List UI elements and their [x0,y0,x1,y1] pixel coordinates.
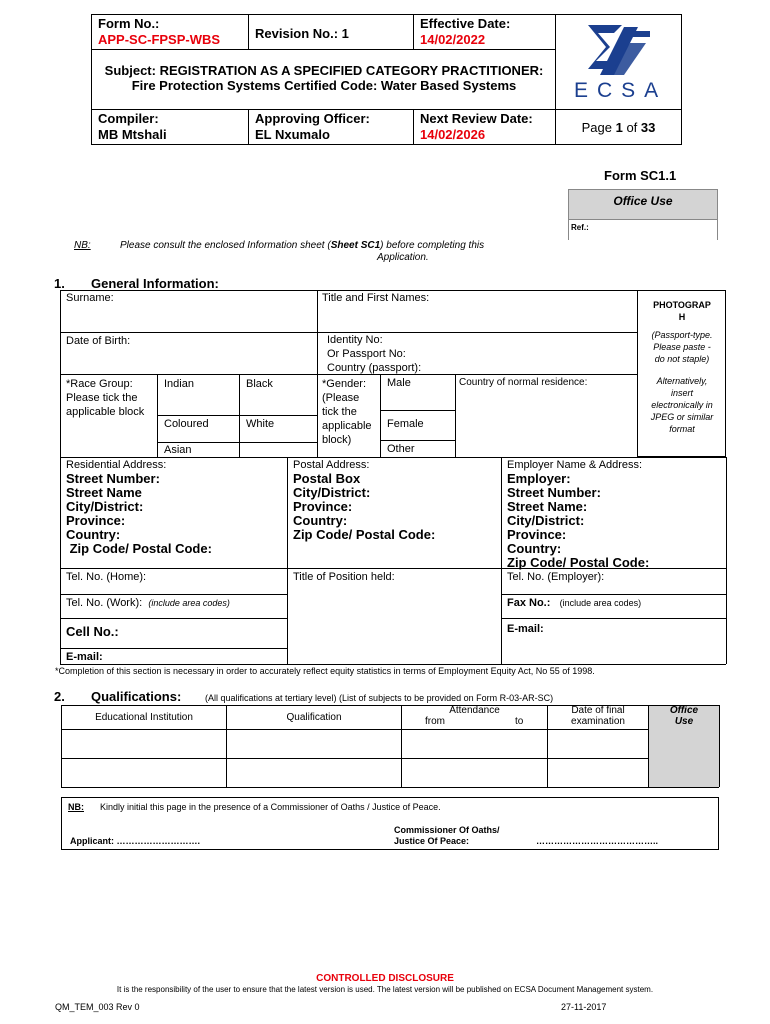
qual-row2-institution[interactable] [63,760,225,786]
initial-box [61,797,719,850]
section2-number: 2. [54,689,65,704]
logo-cell [555,14,682,110]
template-date: 27-11-2017 [561,1002,607,1012]
compiler-label: Compiler: [98,111,159,126]
section1-footnote: *Completion of this section is necessary in order to accurately reflect equity statistics in terms of Employment Equity Act, No 55 of 1998. [55,666,595,676]
employer-address-fields: Employer: Street Number: Street Name: City/District: Province: Country: Zip Code/ Postal Code: [507,471,650,570]
effective-date-label: Effective Date: [420,16,511,31]
col-qualification: Qualification [286,712,342,723]
form-no-cell [91,14,249,50]
email-left-label: E-mail: [66,651,103,663]
tel-work-label: Tel. No. (Work): (include area codes) [66,597,230,609]
gender-label: *Gender: (Please tick the applicable block) [322,378,372,446]
email-right-label: E-mail: [507,623,544,635]
qual-row2-qualification[interactable] [228,760,400,786]
revision-cell [248,14,414,50]
page-number: Page 1 of 33 [581,120,656,135]
dob-label: Date of Birth: [66,335,131,347]
form-code: Form SC1.1 [604,168,677,183]
office-use-title: Office Use [613,194,673,208]
photo-note: (Passport-type. Please paste - do not staple) [651,330,713,364]
race-indian[interactable]: Indian [164,378,194,390]
subject-text: Subject: REGISTRATION AS A SPECIFIED CATEGORY PRACTITIONER: Fire Protection Systems Certified Code: Water Based Systems [104,63,544,93]
effective-date-value: 14/02/2022 [420,32,486,47]
subject-cell [91,49,556,110]
template-ref: QM_TEM_003 Rev 0 [55,1002,140,1012]
ecsa-logo-icon [584,23,656,81]
review-date-cell [413,109,556,145]
qual-row1-institution[interactable] [63,731,225,757]
cell-label: Cell No.: [66,624,119,639]
commissioner-signature[interactable]: ………………………………….. [536,836,659,846]
gender-male[interactable]: Male [387,377,411,389]
page-number-cell [555,109,682,145]
initial-text: Kindly initial this page in the presence of a Commissioner of Oaths / Justice of Peace. [100,802,441,812]
ecsa-logo-text: ECSA [574,79,668,102]
col-final-exam: Date of final examination [571,705,625,727]
title-names-label: Title and First Names: [322,292,430,304]
photograph-box[interactable] [637,290,726,457]
tel-employer-label: Tel. No. (Employer): [507,571,605,583]
section2-note: (All qualifications at tertiary level) (List of subjects to be provided on Form R-03-AR-SC) [205,693,554,703]
office-use-ref-area [569,219,717,240]
race-asian[interactable]: Asian [164,444,192,456]
col-to: to [515,716,524,727]
qual-row1-qualification[interactable] [228,731,400,757]
residential-address-fields: Street Number: Street Name City/District: Province: Country: Zip Code/ Postal Code: [66,471,212,556]
effective-date-cell [413,14,556,50]
col-office-use: Office Use [669,705,699,727]
office-use-ref: Ref.: [571,223,589,232]
race-group-label: *Race Group: Please tick the applicable block [66,378,145,418]
review-date-value: 14/02/2026 [420,127,486,142]
section1-number: 1. [54,276,65,291]
form-no-label: Form No.: [98,16,160,31]
applicant-signature[interactable]: Applicant: ………………………. [70,836,200,846]
nb-label: NB: [74,240,91,251]
qual-row2-attendance[interactable] [403,760,546,786]
surname-label: Surname: [66,292,114,304]
col-attendance: Attendance [449,705,500,716]
gender-female[interactable]: Female [387,418,424,430]
review-date-label: Next Review Date: [420,111,533,126]
qual-row2-final-exam[interactable] [549,760,647,786]
nb-text: Please consult the enclosed Information sheet (Sheet SC1) before completing this [120,240,485,251]
id-label: Identity No: Or Passport No: Country (passport): [327,334,422,374]
photo-alt: Alternatively, insert electronically in JPEG or similar format [650,376,714,434]
nb-text-line2: Application. [377,252,429,263]
gender-other[interactable]: Other [387,443,415,455]
fax-label: Fax No.: (include area codes) [507,597,642,609]
approving-cell [248,109,414,145]
postal-address-title: Postal Address: [293,459,370,471]
race-coloured[interactable]: Coloured [164,418,209,430]
office-use-box [568,189,718,240]
col-institution: Educational Institution [95,712,193,723]
position-label: Title of Position held: [293,571,395,583]
compiler-cell [91,109,249,145]
approving-label: Approving Officer: [255,111,370,126]
residential-address-title: Residential Address: [66,459,167,471]
country-residence-label: Country of normal residence: [459,377,588,388]
approving-value: EL Nxumalo [255,127,330,142]
race-black[interactable]: Black [246,378,273,390]
responsibility-note: It is the responsibility of the user to ensure that the latest version is used. The latest version will be published on ECSA Document Management system. [116,985,654,994]
postal-address-fields: Postal Box City/District: Province: Country: Zip Code/ Postal Code: [293,471,436,542]
controlled-disclosure: CONTROLLED DISCLOSURE [316,973,454,984]
title-names-field[interactable] [322,306,632,330]
col-from: from [425,716,445,727]
revision-no: Revision No.: 1 [255,26,349,41]
qual-row1-attendance[interactable] [403,731,546,757]
tel-home-label: Tel. No. (Home): [66,571,147,583]
photo-title: PHOTOGRAP H [653,300,711,322]
surname-field[interactable] [66,306,312,330]
race-white[interactable]: White [246,418,275,430]
commissioner-label: Commissioner Of Oaths/ Justice Of Peace: [394,825,500,846]
form-no-value: APP-SC-FPSP-WBS [98,32,221,47]
compiler-value: MB Mtshali [98,127,167,142]
section2-title: Qualifications: [91,689,182,704]
section1-title: General Information: [91,276,219,291]
qual-row1-final-exam[interactable] [549,731,647,757]
employer-address-title: Employer Name & Address: [507,459,643,471]
initial-nb: NB: [68,802,84,812]
